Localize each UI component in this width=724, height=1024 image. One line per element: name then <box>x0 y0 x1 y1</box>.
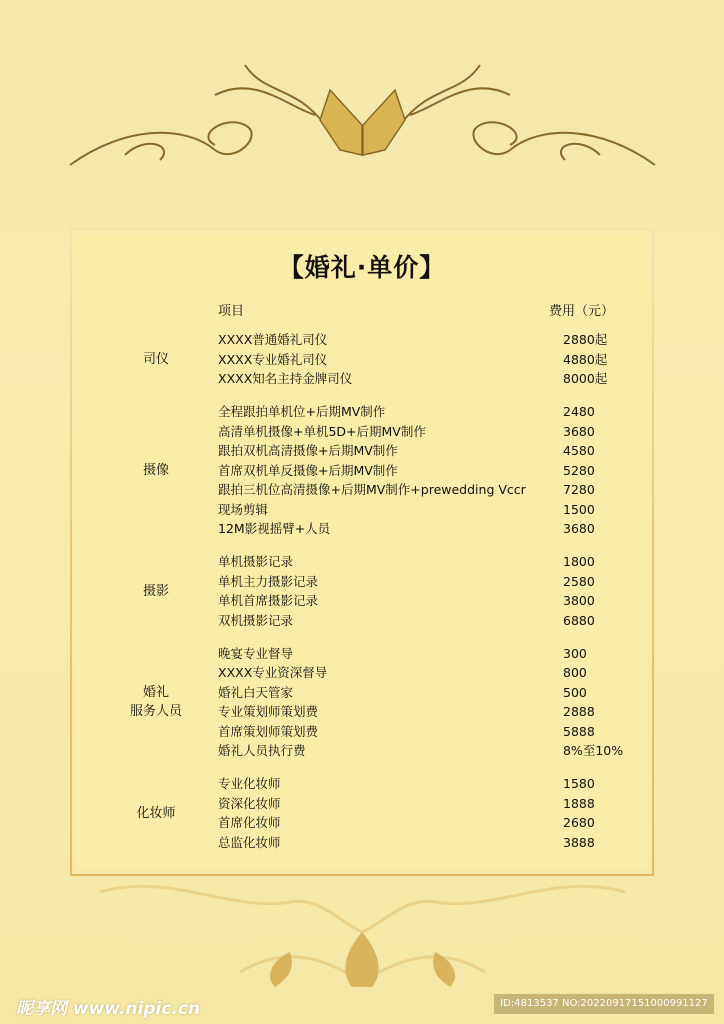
item-name: 晚宴专业督导 <box>218 645 294 661</box>
table-row <box>76 461 648 481</box>
item-price: 8%至10% <box>563 743 624 758</box>
item-price: 3888 <box>563 834 595 850</box>
table-row <box>76 591 648 611</box>
item-price: 2888 <box>563 704 595 719</box>
item-price: 8000起 <box>563 371 608 386</box>
price-group <box>76 552 648 630</box>
item-price: 1800 <box>563 554 595 569</box>
item-price: 300 <box>563 645 587 661</box>
item-price: 3680 <box>563 521 595 536</box>
item-price: 2580 <box>563 573 595 589</box>
item-name: 专业策划师策划费 <box>218 704 319 719</box>
price-group <box>76 330 648 389</box>
table-row <box>76 702 648 722</box>
table-row <box>76 611 648 631</box>
table-row <box>76 683 648 703</box>
page-title: 【婚礼·单价】 <box>278 253 446 282</box>
table-row <box>76 572 648 592</box>
item-price: 1500 <box>563 501 595 517</box>
item-name: 首席策划师策划费 <box>218 723 319 739</box>
item-name: XXXX普通婚礼司仪 <box>218 332 328 347</box>
item-price: 2680 <box>563 815 595 830</box>
table-row <box>76 480 648 500</box>
item-price: 5888 <box>563 723 595 739</box>
item-name: 全程跟拍单机位+后期MV制作 <box>218 404 386 419</box>
table-row <box>76 369 648 389</box>
item-name: 单机摄影记录 <box>218 554 294 569</box>
category-label: 婚礼 服务人员 <box>129 685 182 719</box>
item-name: 总监化妆师 <box>218 834 281 850</box>
bottom-ornament-icon <box>90 872 635 992</box>
item-name: XXXX知名主持金牌司仪 <box>218 371 353 386</box>
item-price: 500 <box>563 684 587 700</box>
item-price: 800 <box>563 665 587 680</box>
table-row <box>76 422 648 442</box>
category-label: 摄影 <box>142 583 169 599</box>
item-name: 首席化妆师 <box>218 815 281 830</box>
item-name: 婚礼白天管家 <box>218 684 294 700</box>
table-row <box>76 519 648 539</box>
table-row <box>76 552 648 572</box>
table-row <box>76 833 648 853</box>
table-row <box>76 722 648 742</box>
table-row <box>76 741 648 761</box>
item-name: 高清单机摄像+单机5D+后期MV制作 <box>218 423 426 439</box>
item-name: XXXX专业资深督导 <box>218 665 328 680</box>
category-label: 司仪 <box>142 351 169 367</box>
item-price: 7280 <box>563 482 595 497</box>
table-row <box>76 350 648 370</box>
top-ornament-icon <box>65 55 660 185</box>
item-price: 1888 <box>563 795 595 811</box>
item-name: 跟拍双机高清摄像+后期MV制作 <box>218 443 398 458</box>
item-name: 单机首席摄影记录 <box>218 593 319 608</box>
item-price: 2480 <box>563 404 595 419</box>
item-name: 跟拍三机位高清摄像+后期MV制作+prewedding Vccr <box>218 482 526 497</box>
item-name: XXXX专业婚礼司仪 <box>218 351 328 367</box>
item-name: 现场剪辑 <box>218 501 269 517</box>
price-panel <box>76 234 648 870</box>
item-name: 双机摄影记录 <box>218 612 294 628</box>
item-price: 3800 <box>563 593 595 608</box>
price-group <box>76 644 648 761</box>
item-price: 5280 <box>563 462 595 478</box>
item-price: 6880 <box>563 612 595 628</box>
header-price: 费用（元） <box>549 304 615 319</box>
item-price: 4580 <box>563 443 595 458</box>
table-row <box>76 794 648 814</box>
price-table <box>76 330 648 866</box>
category-label: 摄像 <box>142 462 169 478</box>
item-price: 3680 <box>563 423 595 439</box>
watermark: 昵享网 www.nipic.cn <box>16 999 201 1019</box>
table-row <box>76 774 648 794</box>
item-price: 4880起 <box>563 351 608 367</box>
table-row <box>76 813 648 833</box>
item-name: 专业化妆师 <box>218 776 281 791</box>
table-row <box>76 500 648 520</box>
item-name: 资深化妆师 <box>218 795 281 811</box>
item-name: 12M影视摇臂+人员 <box>218 521 331 536</box>
header-item: 项目 <box>218 304 245 319</box>
item-name: 首席双机单反摄像+后期MV制作 <box>218 462 398 478</box>
price-group <box>76 402 648 539</box>
table-row <box>76 402 648 422</box>
price-group <box>76 774 648 852</box>
category-label: 化妆师 <box>136 805 176 821</box>
item-price: 1580 <box>563 776 595 791</box>
table-row <box>76 441 648 461</box>
image-id-badge: ID:4813537 NO:20220917151000991127 <box>494 994 714 1014</box>
item-name: 婚礼人员执行费 <box>218 743 306 758</box>
table-row <box>76 663 648 683</box>
table-row <box>76 330 648 350</box>
table-row <box>76 644 648 664</box>
item-name: 单机主力摄影记录 <box>218 573 319 589</box>
item-price: 2880起 <box>563 332 608 347</box>
